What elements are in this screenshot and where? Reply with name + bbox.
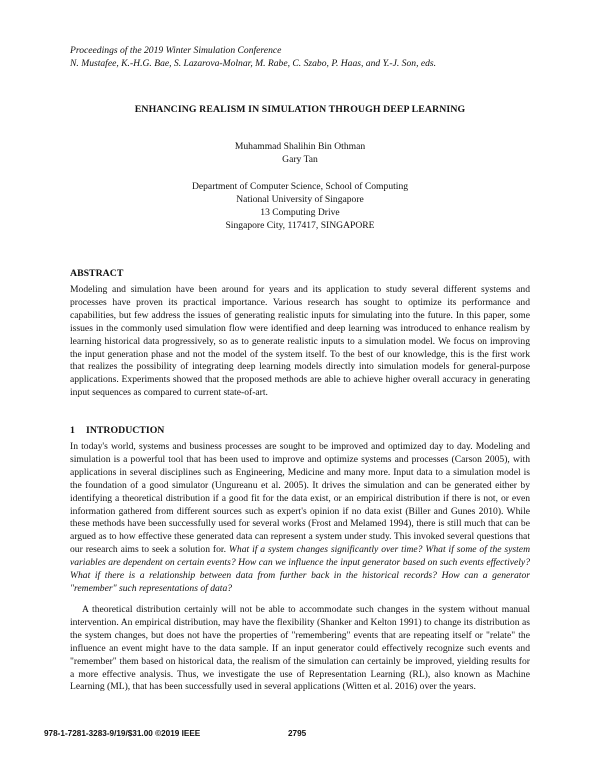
paper-title: ENHANCING REALISM IN SIMULATION THROUGH DEEP LEARNING [134,104,466,115]
affiliation-line: Department of Computer Science, School of Computing [191,181,409,192]
intro-research-questions: What if a system changes significantly over time? What if some of the system variables are dependent on certain events? How can we influence the input generator based on such events effectively? What if there is a relationship between data from further back in the historical records? How can a generator "remember" such representations of data? [70,544,530,594]
abstract-body: Modeling and simulation have been around for years and its application to study several different systems and processes have proven its practical importance. Various research has sought to optimize its performance and capabilities, but few address the issues of generating realistic inputs for simulating into the future. In this paper, some issues in the commonly used simulation flow were identified and deep learning was introduced to enhance realism by learning historical data progressively, so as to generate realistic inputs to a simulation model. We focus on improving the input generation phase and not the model of the system itself. To the best of our knowledge, this is the first work that realizes the possibility of integrating deep learning models directly into simulation models for general-purpose applications. Experiments showed that the proposed methods are able to achieve higher overall accuracy in generating input sequences as compared to current state-of-art. [70,284,530,399]
intro-paragraph-1-text: In today's world, systems and business processes are sought to be improved and optimized day to day. Modeling and simulation is a powerful tool that has been used to improve and optimize systems and processes (Carson 2005), with applications in several disciplines such as Engineering, Medicine and many more. Input data to a simulation model is the foundation of a good simulator (Ungureanu et al. 2005). It drives the simulation and can be generated either by identifying a theoretical distribution if a good fit for the data exist, or an empirical distribution if there is not, or even information gathered from different sources such as expert's opinion if no data exist (Biller and Gunes 2010). While these methods have been successfully used for several works (Frost and Melamed 1994), there is still much that can be argued as to how effective these generated data can represent a system under study. This invoked several questions that our research aims to seek a solution for. [70,441,530,556]
affiliation-block [0,180,600,232]
proceedings-editors: N. Mustafee, K.-H.G. Bae, S. Lazarova-Molnar, M. Rabe, C. Szabo, P. Haas, and Y.-J. Son, eds. [70,58,437,69]
affiliation-line: 13 Computing Drive [260,207,340,218]
copyright-notice: 978-1-7281-3283-9/19/$31.00 ©2019 IEEE [44,729,201,738]
abstract-heading: ABSTRACT [70,268,124,279]
section-title: INTRODUCTION [86,425,165,436]
affiliation-line: National University of Singapore [236,194,364,205]
author-list [0,140,600,166]
proceedings-header [70,44,540,70]
author-name: Muhammad Shalihin Bin Othman [234,141,366,152]
section-heading-introduction [70,425,164,436]
intro-paragraph-1 [70,441,530,596]
intro-paragraph-2: A theoretical distribution certainly will not be able to accommodate such changes in the system without manual intervention. An empirical distribution, may have the flexibility (Shanker and Kelton 1991) to change its distribution as the system changes, but does not have the properties of "remembering" events that are repeating itself or "relate" the influence an event might have to the data sample. If an input generator could effectively recognize such events and "remember" them based on historical data, the realism of the simulation can certainly be improved, yielding results for a more effective analysis. Thus, we investigate the use of Representation Learning (RL), also known as Machine Learning (ML), that has been successfully used in several applications (Witten et al. 2016) over the years. [70,604,530,693]
page-number: 2795 [288,729,307,738]
affiliation-line: Singapore City, 117417, SINGAPORE [225,220,375,231]
section-number: 1 [70,425,75,436]
author-name: Gary Tan [282,154,318,165]
proceedings-title: Proceedings of the 2019 Winter Simulation Conference [70,45,282,56]
